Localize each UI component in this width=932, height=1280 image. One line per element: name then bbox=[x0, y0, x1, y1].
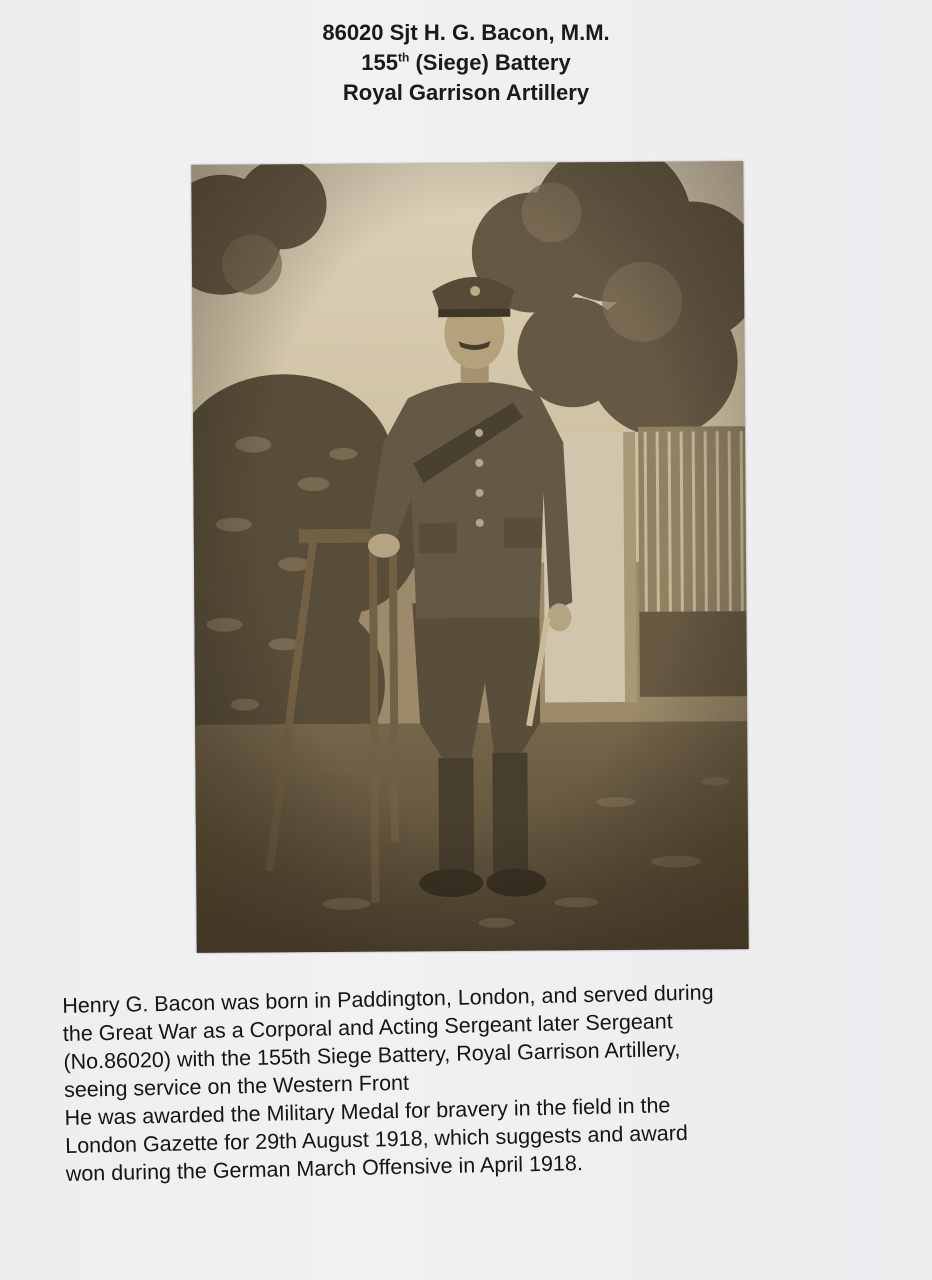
heading-battery-line bbox=[0, 48, 932, 78]
biography-caption bbox=[62, 975, 896, 1188]
portrait-illustration bbox=[191, 161, 748, 953]
caption-line: the Great War as a Corporal and Acting Sergeant later Sergeant bbox=[62, 1009, 673, 1046]
page-heading bbox=[0, 18, 932, 108]
caption-line: won during the German March Offensive in April 1918. bbox=[65, 1151, 584, 1186]
heading-battery-suffix: th bbox=[398, 50, 410, 65]
caption-line: He was awarded the Military Medal for bravery in the field in the bbox=[64, 1093, 671, 1130]
caption-line: London Gazette for 29th August 1918, which suggests and award bbox=[64, 1120, 689, 1158]
caption-line: seeing service on the Western Front bbox=[63, 1070, 410, 1102]
heading-battery-number: 155 bbox=[361, 50, 398, 75]
caption-line: (No.86020) with the 155th Siege Battery, Royal Garrison Artillery, bbox=[63, 1037, 681, 1074]
heading-regiment-line: Royal Garrison Artillery bbox=[342, 80, 590, 105]
heading-battery-rest: (Siege) Battery bbox=[409, 50, 571, 75]
caption-line: Henry G. Bacon was born in Paddington, London, and served during bbox=[62, 980, 714, 1018]
heading-name-line: 86020 Sjt H. G. Bacon, M.M. bbox=[322, 20, 610, 45]
soldier-portrait-photo bbox=[191, 161, 748, 953]
